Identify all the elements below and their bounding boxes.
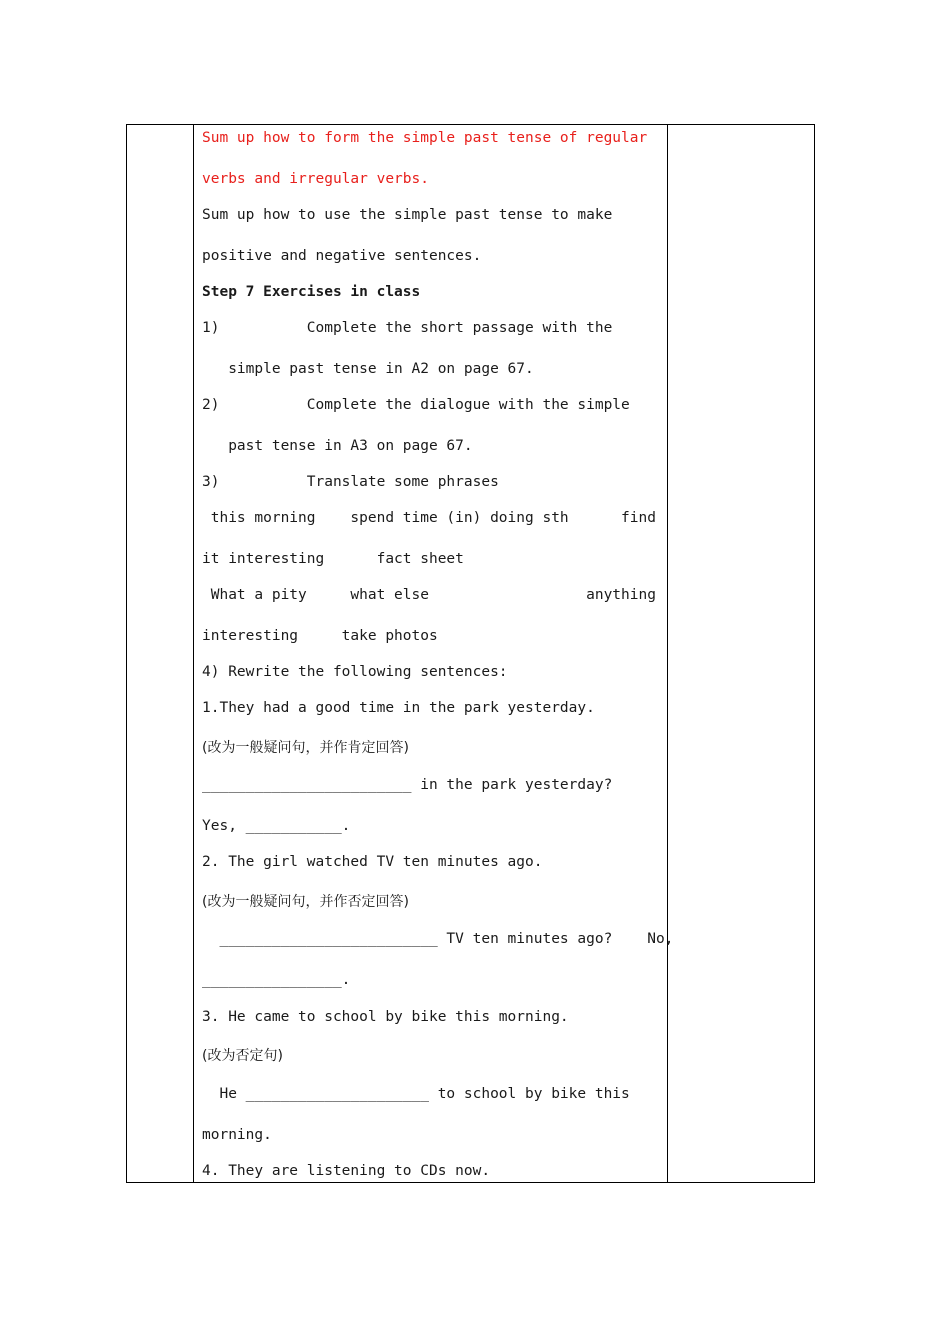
summary-line-2: verbs and irregular verbs. — [202, 171, 429, 187]
phrases-line-1: this morning spend time (in) doing sth find — [202, 510, 656, 526]
sentence-2: 2. The girl watched TV ten minutes ago. — [202, 854, 543, 870]
instruction-1: (改为一般疑问句，并作肯定回答) — [202, 740, 409, 756]
sentence-1: 1.They had a good time in the park yesterday. — [202, 700, 595, 716]
blank-3-cont: morning. — [202, 1127, 272, 1143]
exercise-3: 3) Translate some phrases — [202, 474, 499, 490]
summary-line-1: Sum up how to form the simple past tense of regular — [202, 130, 648, 146]
summary-line-3: Sum up how to use the simple past tense to make — [202, 207, 613, 223]
step-heading: Step 7 Exercises in class — [202, 284, 421, 300]
exercise-1-cont: simple past tense in A2 on page 67. — [202, 361, 534, 377]
blank-1: ________________________ in the park yesterday? — [202, 777, 613, 793]
phrases-line-3: What a pity what else anything — [202, 587, 656, 603]
exercise-2-cont: past tense in A3 on page 67. — [202, 438, 473, 454]
exercise-2: 2) Complete the dialogue with the simple — [202, 397, 630, 413]
instruction-2: (改为一般疑问句，并作否定回答) — [202, 894, 409, 910]
blank-3: He _____________________ to school by bike this — [202, 1086, 630, 1102]
instruction-3: (改为否定句) — [202, 1048, 283, 1064]
exercise-1: 1) Complete the short passage with the — [202, 320, 613, 336]
sentence-3: 3. He came to school by bike this morning. — [202, 1009, 569, 1025]
phrases-line-4: interesting take photos — [202, 628, 438, 644]
column-divider-right — [667, 125, 668, 1182]
phrases-line-2: it interesting fact sheet — [202, 551, 464, 567]
blank-2: _________________________ TV ten minutes ago? No, — [202, 931, 674, 947]
answer-2: ________________. — [202, 972, 351, 988]
answer-1: Yes, ___________. — [202, 818, 351, 834]
exercise-4: 4) Rewrite the following sentences: — [202, 664, 508, 680]
summary-line-4: positive and negative sentences. — [202, 248, 482, 264]
sentence-4: 4. They are listening to CDs now. — [202, 1163, 491, 1179]
column-divider-left — [193, 125, 194, 1182]
